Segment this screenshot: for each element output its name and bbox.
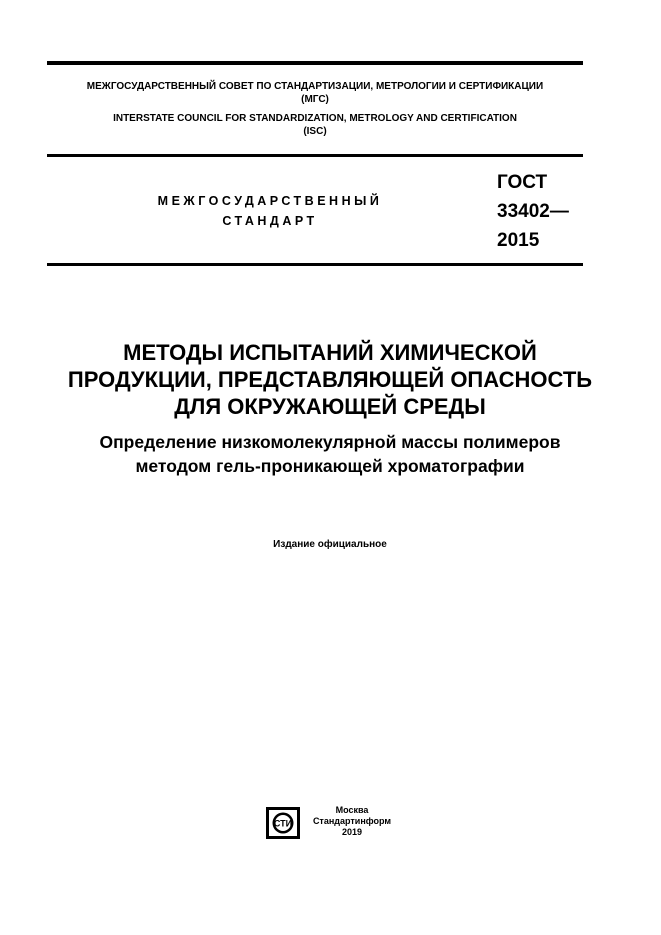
publisher-year: 2019 — [341, 827, 363, 837]
title-line3: ДЛЯ ОКРУЖАЮЩЕЙ СРЕДЫ — [174, 394, 486, 419]
subtitle-line1: Определение низкомолекулярной массы полимеров — [99, 432, 561, 452]
publisher-info — [306, 805, 398, 838]
edition-label: Издание официальное — [273, 539, 387, 550]
standard-designation — [497, 168, 569, 255]
publisher-logo-text: СТИ — [273, 818, 293, 829]
council-name-en-line1: INTERSTATE COUNCIL FOR STANDARDIZATION, METROLOGY AND CERTIFICATION — [113, 113, 517, 124]
publisher-name: Стандартинформ — [312, 816, 392, 826]
council-name-ru-line1: МЕЖГОСУДАРСТВЕННЫЙ СОВЕТ ПО СТАНДАРТИЗАЦИИ, МЕТРОЛОГИИ И СЕРТИФИКАЦИИ — [86, 81, 544, 92]
council-name-ru — [47, 80, 583, 106]
designation-line3: 2015 — [497, 230, 540, 251]
council-name-ru-line2: (МГС) — [301, 94, 329, 105]
designation-line2: 33402— — [497, 201, 569, 222]
document-title — [30, 339, 630, 420]
standard-type-line2: СТАНДАРТ — [222, 214, 318, 228]
standard-type — [120, 191, 420, 231]
publisher-city: Москва — [335, 805, 369, 815]
top-rule — [47, 61, 583, 65]
title-line2: ПРОДУКЦИИ, ПРЕДСТАВЛЯЮЩЕЙ ОПАСНОСТЬ — [67, 367, 593, 392]
council-name-en-line2: (ISC) — [303, 126, 327, 137]
bottom-rule — [47, 263, 583, 266]
designation-line1: ГОСТ — [497, 172, 548, 193]
council-name-en — [47, 112, 583, 138]
standard-type-line1: МЕЖГОСУДАРСТВЕННЫЙ — [157, 194, 383, 208]
title-line1: МЕТОДЫ ИСПЫТАНИЙ ХИМИЧЕСКОЙ — [123, 340, 537, 365]
document-subtitle — [30, 430, 630, 478]
publisher-logo-icon — [266, 807, 300, 839]
subtitle-line2: методом гель-проникающей хроматографии — [135, 456, 525, 476]
middle-rule — [47, 154, 583, 157]
